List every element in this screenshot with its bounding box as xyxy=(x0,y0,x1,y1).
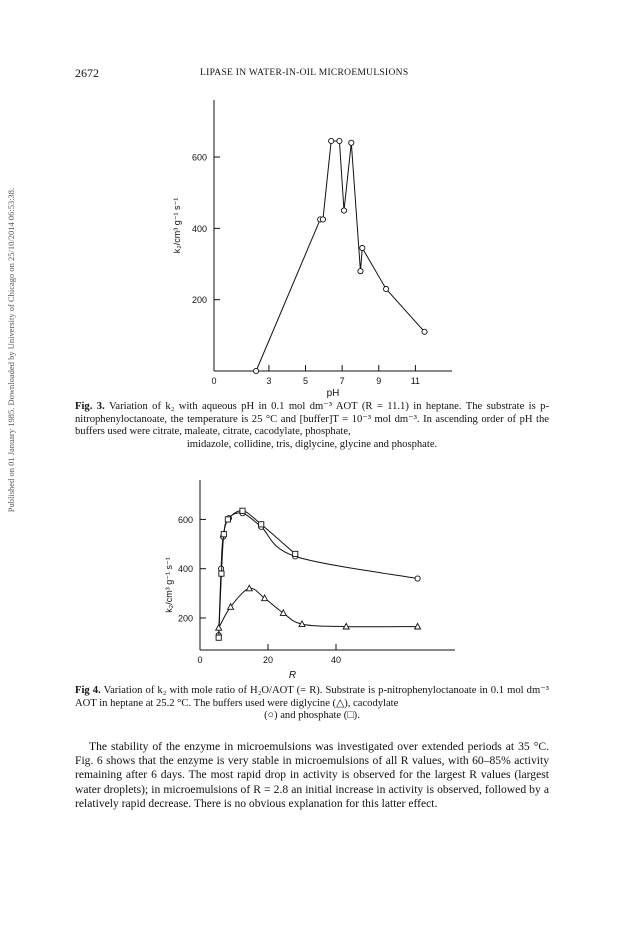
chart1-circle-point xyxy=(329,138,334,143)
chart2-square-point xyxy=(240,508,245,513)
chart2-circle-point xyxy=(415,576,420,581)
figure-4-caption-last: (○) and phosphate (□). xyxy=(264,710,360,722)
chart2-y-tick-label: 600 xyxy=(177,514,193,525)
chart1-y-tick-label: 600 xyxy=(191,152,207,163)
figure-4-caption-text: Variation of k₂ with mole ratio of H₂O/AOT (= R). Substrate is p-nitrophenyloctanoate in 0.1 mol dm⁻³ AOT in heptane at 25.2 °C. The buffers used were diglycine (△), cacodylate xyxy=(75,685,549,709)
chart2-y-axis-label: k₂/cm³ g⁻¹ s⁻¹ xyxy=(164,557,174,613)
chart1-circle-point xyxy=(337,138,342,143)
chart2-triangle-point xyxy=(216,625,222,631)
chart2-series-square-line xyxy=(219,511,296,638)
chart1-x-tick-label: 3 xyxy=(266,376,272,386)
figure-3-caption-text: Variation of k₂ with aqueous pH in 0.1 mol dm⁻³ AOT (R = 11.1) in heptane. The substrate is p-nitrophenyloctanoate, the temperature is 25 °C and [buffer]T = 10⁻³ mol dm⁻³. In ascending order of pH the buffers used were citrate, maleate, citrate, cacodylate, phosphate, xyxy=(75,401,549,438)
chart2-series-circle-line xyxy=(219,513,418,635)
figure-4-caption xyxy=(75,685,549,723)
chart2-square-point xyxy=(219,571,224,576)
chart1-circle-point xyxy=(422,329,427,334)
download-watermark: Published on 01 January 1985. Downloaded by University of Chicago on 25/10/2014 06:53:38. xyxy=(6,187,16,513)
chart2-x-tick-label: 20 xyxy=(262,655,274,665)
chart1-x-tick-label: 0 xyxy=(211,376,217,386)
figure-3-caption-last: imidazole, collidine, tris, diglycine, glycine and phosphate. xyxy=(186,438,438,450)
chart1-x-tick-label: 9 xyxy=(376,376,382,386)
chart1-circle-point xyxy=(358,269,363,274)
chart2-square-point xyxy=(225,517,230,522)
figure-4-label: Fig 4. xyxy=(75,685,101,696)
running-title: LIPASE IN WATER-IN-OIL MICROEMULSIONS xyxy=(200,68,409,78)
chart1-x-axis-label: pH xyxy=(326,388,340,399)
chart1-x-tick-label: 7 xyxy=(339,376,345,386)
figure-3-caption xyxy=(75,401,549,451)
chart1-x-tick-label: 11 xyxy=(410,376,421,386)
chart2-square-point xyxy=(293,551,298,556)
chart1-circle-point xyxy=(254,368,259,373)
chart1-y-tick-label: 200 xyxy=(191,295,207,306)
chart2-x-axis-label: R xyxy=(288,670,297,681)
chart1-x-tick-label: 5 xyxy=(303,376,309,386)
chart2-x-tick-label: 0 xyxy=(197,655,203,665)
chart2-y-tick-label: 200 xyxy=(177,613,193,624)
chart1-circle-point xyxy=(320,217,325,222)
chart2-square-point xyxy=(221,532,226,537)
chart1-y-axis-label: k₂/cm³ g⁻¹ s⁻¹ xyxy=(172,197,182,254)
chart2-square-point xyxy=(259,522,264,527)
chart2-square-point xyxy=(216,635,221,640)
page-number: 2672 xyxy=(75,66,99,80)
chart1-series-circle-line xyxy=(256,141,424,371)
chart1-circle-point xyxy=(360,245,365,250)
figure-3-label: Fig. 3. xyxy=(75,401,105,412)
chart1-circle-point xyxy=(349,140,354,145)
chart2-y-tick-label: 400 xyxy=(177,564,193,575)
chart2-x-tick-label: 40 xyxy=(330,655,342,665)
chart2-series-triangle-line xyxy=(219,588,418,628)
chart1-circle-point xyxy=(383,286,388,291)
chart1-y-tick-label: 400 xyxy=(191,223,207,234)
chart1-circle-point xyxy=(341,208,346,213)
body-paragraph: The stability of the enzyme in microemulsions was investigated over extended periods at 35 °C. Fig. 6 shows that the enzyme is very stable in microemulsions of all R values, with 60–85% activity remaining after 6 days. The most rapid drop in activity is observed for the largest R values (largest water droplets); in microemulsions of R = 2.8 an initial increase in activity is observed, followed by a relatively rapid decrease. There is no obvious explanation for this latter effect. xyxy=(75,740,549,810)
chart2-triangle-point xyxy=(280,610,286,616)
